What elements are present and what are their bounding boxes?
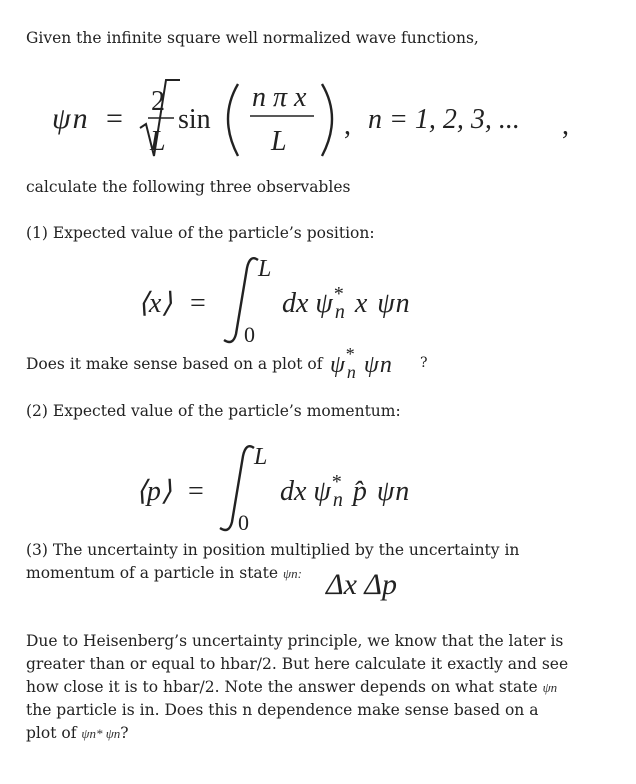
trailing-comma: ,: [562, 110, 569, 141]
q3-line2-prefix: [26, 564, 302, 582]
svg-text:ψ*nψn: ψ* n ψn: [330, 344, 392, 382]
n-range: n = 1, 2, 3, ...: [368, 104, 520, 135]
left-paren: [228, 84, 238, 156]
upper-limit-q1: L: [258, 256, 272, 282]
q2-heading: (2) Expected value of the particle’s momentum:: [26, 402, 401, 420]
integrand-q2: dx ψ* n p̂ ψn: [280, 471, 410, 511]
q1-question-prefix: Does it make sense based on a plot of: [26, 355, 323, 373]
intro-text: Given the infinite square well normalized wave functions,: [26, 29, 479, 47]
momentum-integral: [0, 440, 636, 532]
arg-denominator: L: [271, 126, 287, 157]
arg-numerator: n π x: [252, 82, 307, 113]
equals-sign-q1: =: [190, 288, 206, 319]
closing-expr: ψn* ψn: [81, 726, 121, 741]
wavefunction-equation: [0, 70, 636, 170]
uncertainty-product: [322, 562, 442, 602]
sqrt-denominator: L: [150, 126, 166, 157]
closing-line3: how close it is to hbar/2. Note the answer depends on what state ψn: [26, 678, 558, 696]
closing-line5: plot of ψn* ψn?: [26, 724, 129, 742]
q3-line1: (3) The uncertainty in position multiplied by the uncertainty in: [26, 541, 520, 559]
integrand-q1: dx ψ* n x ψn: [282, 283, 410, 323]
q3-line2-text: momentum of a particle in state: [26, 564, 279, 582]
equals-sign-q2: =: [188, 476, 204, 507]
svg-text:Δx Δp: Δx Δp: [326, 568, 398, 601]
sqrt-numerator: 2: [151, 86, 165, 117]
q1-heading: (1) Expected value of the particle’s position:: [26, 224, 375, 242]
closing-line4: the particle is in. Does this n dependence make sense based on a: [26, 701, 539, 719]
closing-paragraph: [26, 630, 606, 745]
p-expectation-lhs: ⟨p⟩: [136, 476, 172, 507]
lower-limit-q2: 0: [238, 510, 249, 532]
closing-line1: Due to Heisenberg’s uncertainty principle, we know that the later is: [26, 632, 564, 650]
sin-function: sin: [178, 104, 211, 135]
instruction-text: calculate the following three observables: [26, 178, 351, 196]
q1-question-expr: [328, 340, 428, 384]
q3-psi: ψn:: [283, 566, 302, 581]
lower-limit-q1: 0: [244, 322, 255, 346]
closing-psi: ψn: [542, 680, 558, 695]
comma-1: ,: [344, 110, 351, 141]
x-expectation-lhs: ⟨x⟩: [138, 288, 173, 319]
upper-limit-q2: L: [254, 444, 268, 470]
right-paren: [322, 84, 332, 156]
psi-n-lhs: ψn: [52, 102, 88, 135]
closing-line2: greater than or equal to hbar/2. But here calculate it exactly and see: [26, 655, 569, 673]
equals-sign: =: [106, 102, 123, 135]
q1-question-mark: ?: [420, 355, 428, 371]
position-integral: [0, 254, 636, 346]
